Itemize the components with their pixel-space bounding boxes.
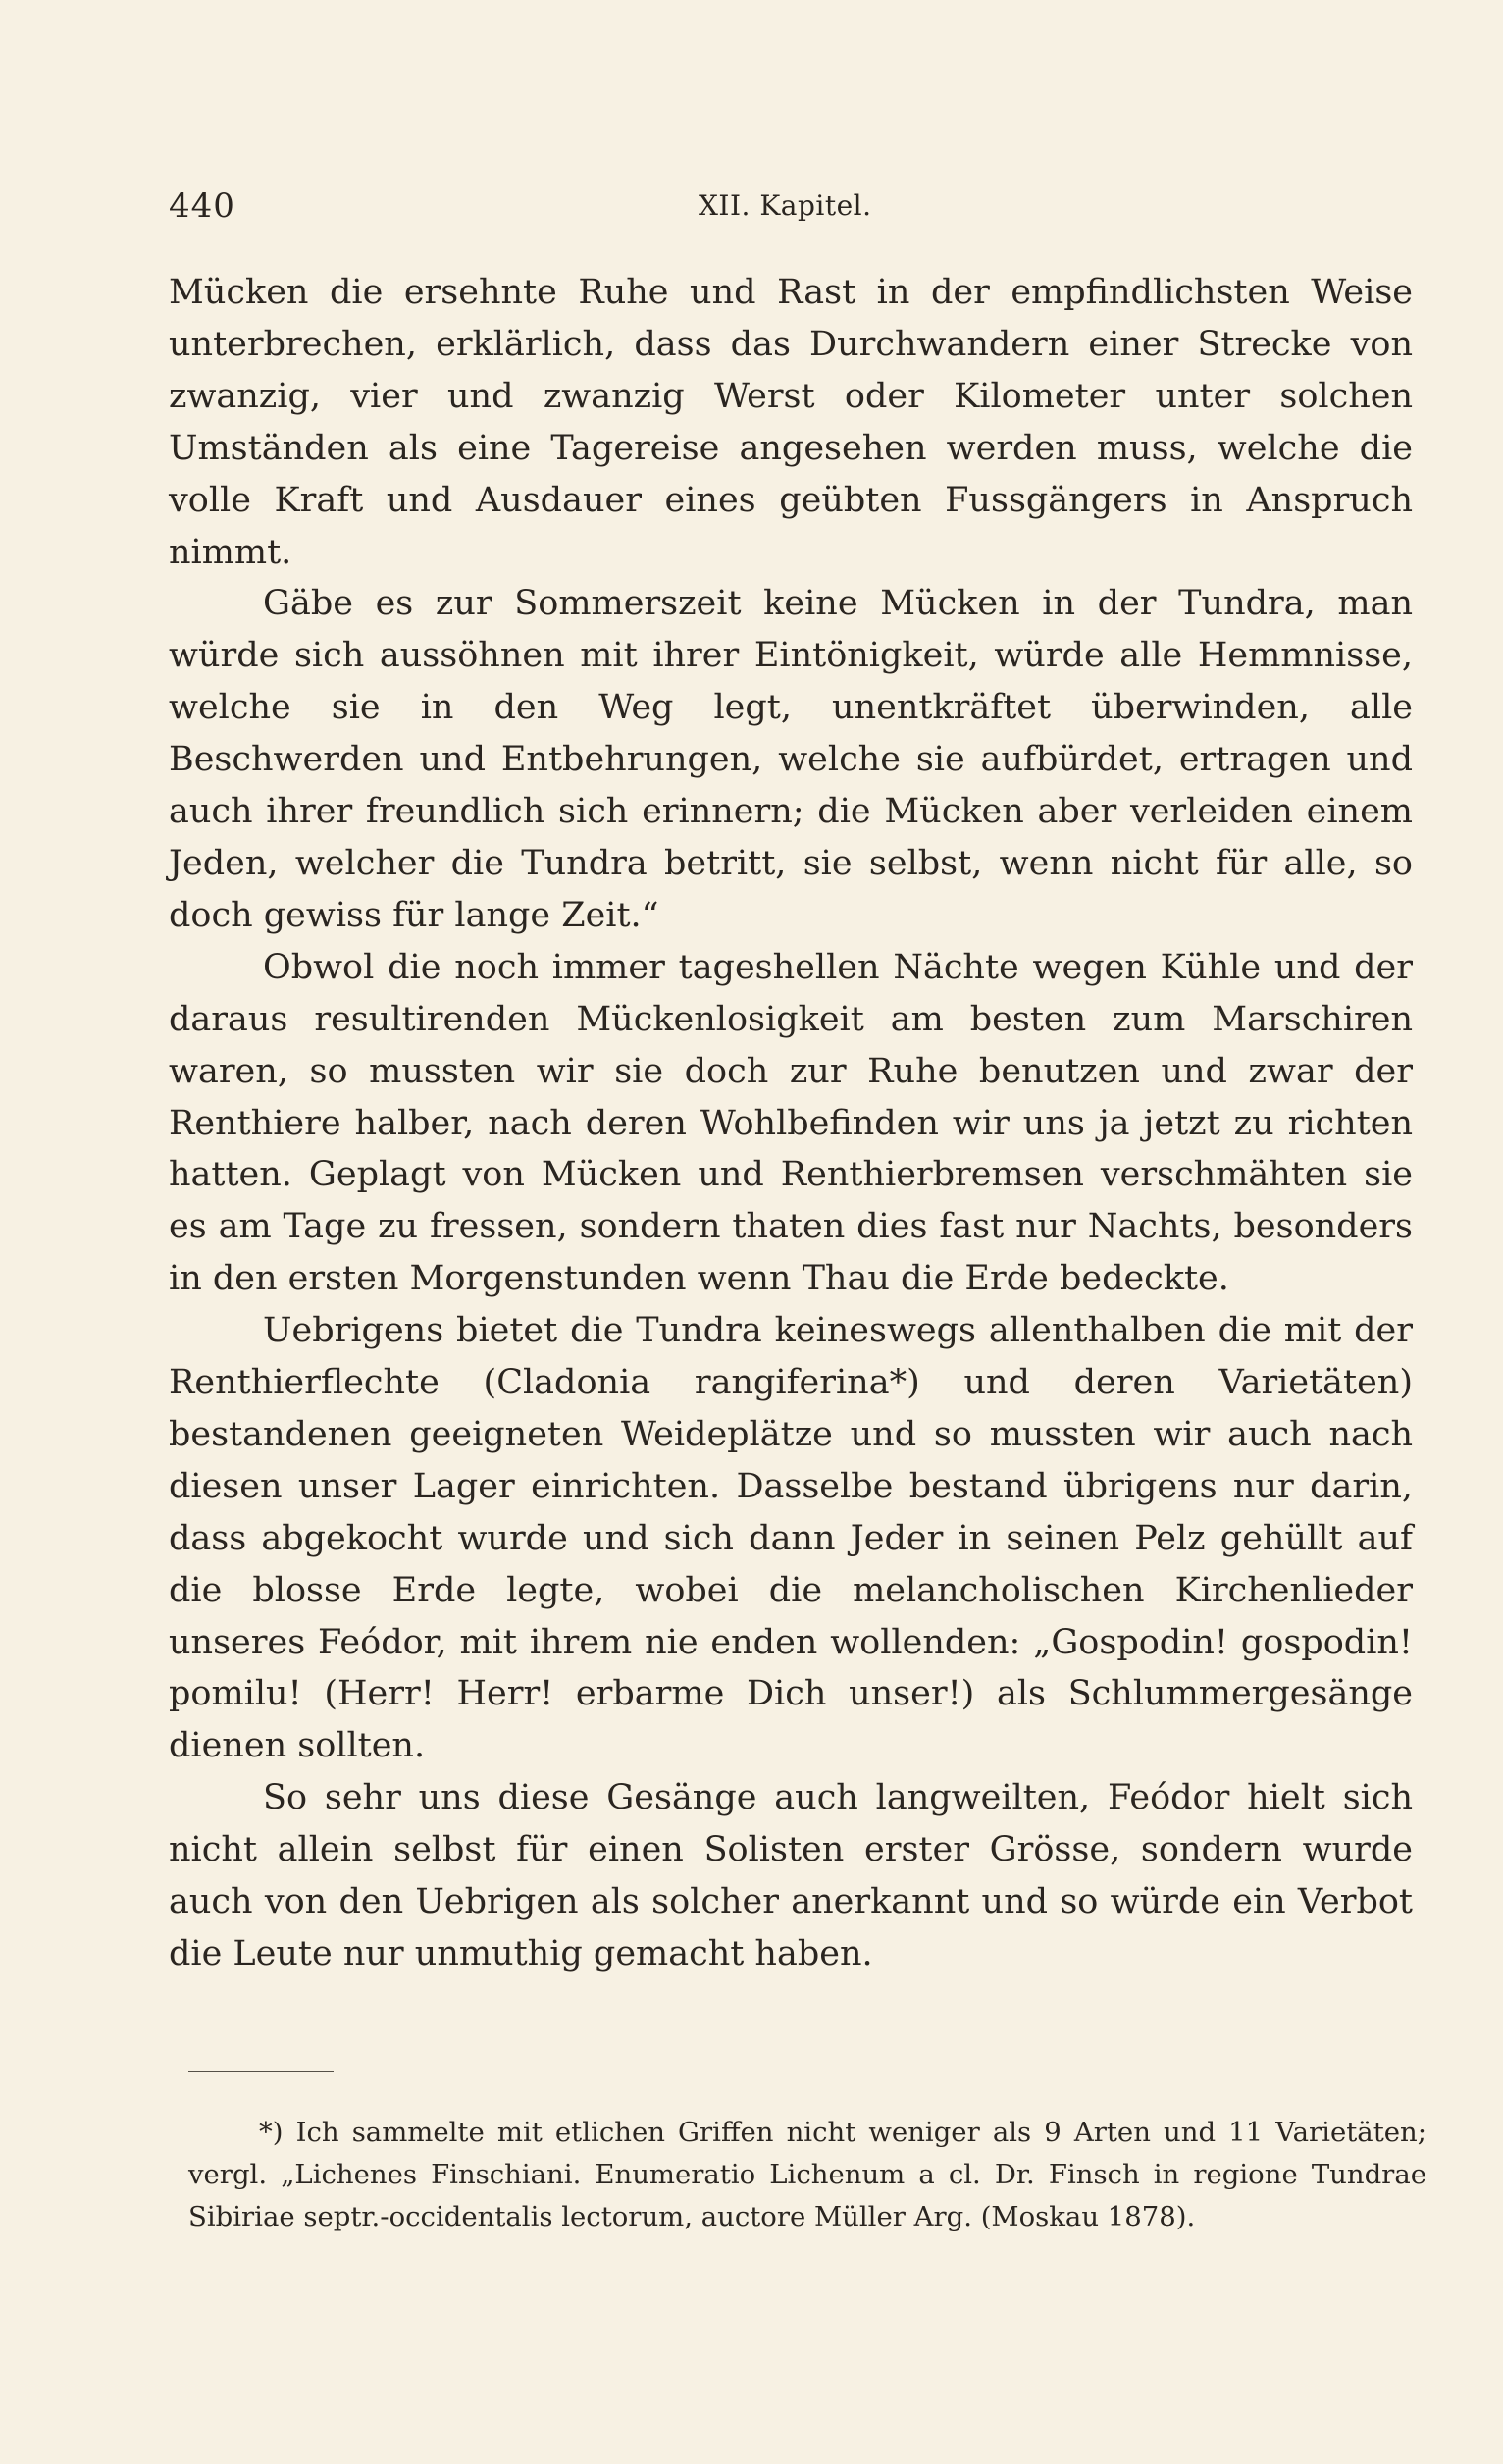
paragraph: So sehr uns diese Gesänge auch langweilten, Feódor hielt sich nicht allein selbst für einen Solisten erster Grösse, sondern wurde auch von den Uebrigen als solcher anerkannt und so würde ein Verbot die Leute nur unmuthig gemacht haben. xyxy=(169,1778,1413,1973)
paragraph: Uebrigens bietet die Tundra keineswegs allenthalben die mit der Renthierflechte (Cladonia rangiferina*) und deren Varietäten) bestandenen geeigneten Weideplätze und so mussten wir auch nach diesen unser Lager einrichten. Dasselbe bestand übrigens nur darin, dass abgekocht wurde und sich dann Jeder in seinen Pelz gehüllt auf die blosse Erde legte, wobei die melancholischen Kirchenlieder unseres Feódor, mit ihrem nie enden wollenden: „Gospodin! gospodin! pomilu! (Herr! Herr! erbarme Dich unser!) als Schlummergesänge dienen sollten. xyxy=(169,1311,1413,1766)
paragraph: Obwol die noch immer tageshellen Nächte wegen Kühle und der daraus resultirenden Mückenlosigkeit am besten zum Marschiren waren, so mussten wir sie doch zur Ruhe benutzen und zwar der Renthiere halber, nach deren Wohlbefinden wir uns ja jetzt zu richten hatten. Geplagt von Mücken und Renthierbremsen verschmähten sie es am Tage zu fressen, sondern thaten dies fast nur Nachts, besonders in den ersten Morgenstunden wenn Thau die Erde bedeckte. xyxy=(169,947,1413,1299)
footnote-divider xyxy=(188,2071,334,2072)
body-text xyxy=(169,267,1413,1980)
footnote-text: *) Ich sammelte mit etlichen Griffen nicht weniger als 9 Arten und 11 Varietäten; vergl. „Lichenes Finschiani. Enumeratio Lichenum a cl. Dr. Finsch in regione Tundrae Sibiriae septr.-occidentalis lectorum, auctore Müller Arg. (Moskau 1878). xyxy=(188,2117,1426,2232)
running-head xyxy=(169,184,1425,228)
paragraph: Mücken die ersehnte Ruhe und Rast in der empfindlichsten Weise unterbrechen, erklärlich, dass das Durchwandern einer Strecke von zwanzig, vier und zwanzig Werst oder Kilometer unter solchen Umständen als eine Tagereise angesehen werden muss, welche die volle Kraft und Ausdauer eines geübten Fussgängers in Anspruch nimmt. xyxy=(169,273,1413,572)
footnote xyxy=(188,2112,1426,2238)
page-number: 440 xyxy=(169,186,235,226)
chapter-title: XII. Kapitel. xyxy=(699,189,872,222)
paragraph: Gäbe es zur Sommerszeit keine Mücken in der Tundra, man würde sich aussöhnen mit ihrer Eintönigkeit, würde alle Hemmnisse, welche sie in den Weg legt, unentkräftet überwinden, alle Beschwerden und Entbehrungen, welche sie aufbürdet, ertragen und auch ihrer freundlich sich erinnern; die Mücken aber verleiden einem Jeden, welcher die Tundra betritt, sie selbst, wenn nicht für alle, so doch gewiss für lange Zeit.“ xyxy=(169,584,1413,935)
